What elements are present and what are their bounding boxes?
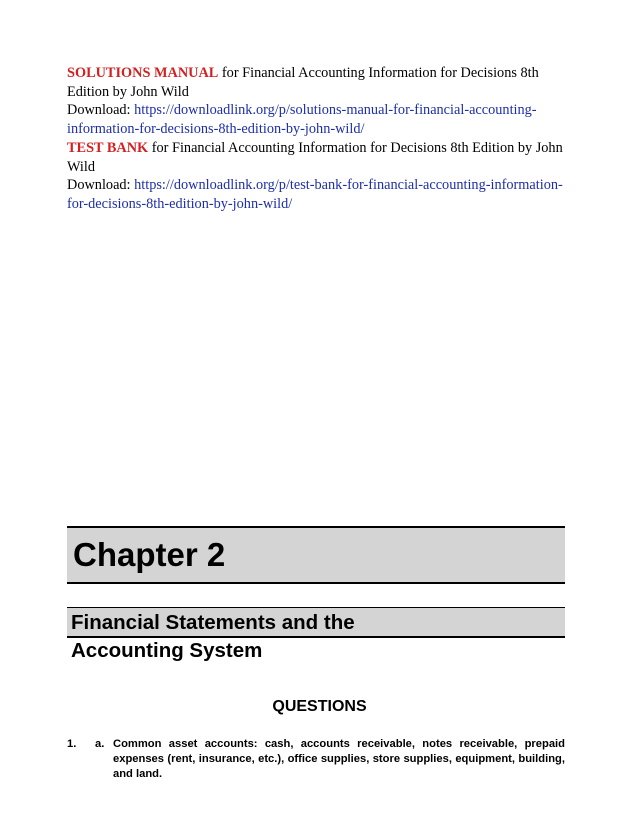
solutions-manual-link[interactable]: https://downloadlink.org/p/solutions-manual-for-financial-accounting-information-for-decisions-8th-edition-by-john-wild/	[67, 102, 537, 138]
question-sub-letter: a.	[95, 738, 105, 750]
solutions-manual-description: for Financial Accounting Information for Decisions 8th Edition by John Wild	[67, 65, 539, 100]
test-bank-link[interactable]: https://downloadlink.org/p/test-bank-for-financial-accounting-information-for-decisions-8th-edition-by-john-wild/	[67, 177, 563, 212]
solutions-manual-label: SOLUTIONS MANUAL	[67, 65, 219, 81]
test-bank-download-label: Download:	[67, 177, 135, 194]
chapter-title: Chapter 2	[73, 536, 226, 573]
test-bank-paragraph	[67, 139, 572, 214]
test-bank-label: TEST BANK	[67, 139, 149, 156]
questions-heading: QUESTIONS	[272, 698, 367, 715]
chapter-subtitle-line-1: Financial Statements and the	[71, 611, 355, 634]
question-number: 1.	[67, 738, 77, 750]
chapter-title-band	[67, 526, 565, 584]
test-bank-description: for Financial Accounting Information for Decisions 8th Edition by John Wild	[67, 139, 563, 175]
chapter-subtitle	[71, 609, 355, 665]
solutions-manual-paragraph	[67, 64, 572, 139]
question-answer-text: Common asset accounts: cash, accounts receivable, notes receivable, prepaid expenses (rent, insurance, etc.), office supplies, store supplies, equipment, building, and land.	[113, 738, 565, 780]
chapter-subtitle-line-2: Accounting System	[71, 639, 263, 662]
download-header	[67, 64, 572, 214]
solutions-download-label: Download:	[67, 102, 135, 119]
